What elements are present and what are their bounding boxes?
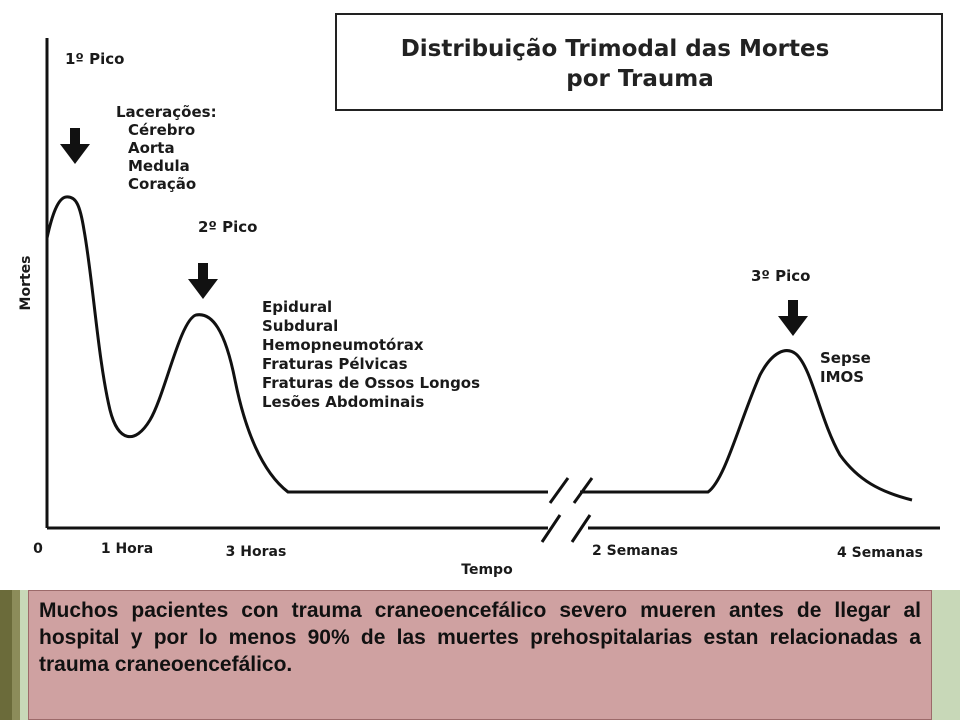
- arrow-down-icon: [778, 300, 808, 336]
- peak-1-cause: Aorta: [128, 139, 175, 157]
- decorative-stripe: [0, 590, 12, 720]
- peak-3-label: 3º Pico: [751, 267, 811, 285]
- peak-2-cause: Fraturas Pélvicas: [262, 355, 408, 373]
- peak-1-cause: Coração: [128, 175, 197, 193]
- x-tick-label: 3 Horas: [225, 544, 287, 560]
- title-line-1: Distribuição Trimodal das Mortes: [400, 36, 830, 62]
- peak-2-cause: Lesões Abdominais: [262, 393, 425, 411]
- x-tick-label: 0: [33, 541, 43, 557]
- caption-box: [28, 590, 932, 720]
- peak-2-cause: Subdural: [262, 317, 339, 335]
- peak-2-cause: Epidural: [262, 298, 333, 316]
- x-axis-label: Tempo: [461, 562, 513, 578]
- axis-break-mark-2: [572, 515, 590, 542]
- decorative-stripe: [12, 590, 20, 720]
- x-tick-label: 1 Hora: [100, 541, 154, 557]
- arrow-down-icon: [60, 128, 90, 164]
- x-tick-label: 4 Semanas: [837, 545, 923, 561]
- peak-3-cause: IMOS: [820, 368, 865, 386]
- x-tick-label: 2 Semanas: [592, 543, 678, 559]
- peak-2-label: 2º Pico: [198, 218, 258, 236]
- curve-break-mark-1: [550, 478, 568, 503]
- arrow-down-icon: [188, 263, 218, 299]
- peak-1-label: 1º Pico: [65, 50, 125, 68]
- peak-1-heading: Lacerações:: [116, 103, 217, 121]
- title-box: [336, 14, 942, 110]
- peak-3-cause: Sepse: [820, 349, 871, 367]
- peak-2-cause: Hemopneumotórax: [262, 336, 424, 354]
- title-line-2: por Trauma: [566, 66, 714, 92]
- peak-1-cause: Medula: [128, 157, 190, 175]
- caption-text: Muchos pacientes con trauma craneoencefálico severo mueren antes de llegar al hospital y por lo menos 90% de las muertes prehospitalarias estan relacionadas a trauma craneoencefálico.: [39, 599, 921, 676]
- peak-1-cause: Cérebro: [128, 121, 196, 139]
- y-axis-label: Mortes: [18, 255, 34, 311]
- peak-2-cause: Fraturas de Ossos Longos: [262, 374, 481, 392]
